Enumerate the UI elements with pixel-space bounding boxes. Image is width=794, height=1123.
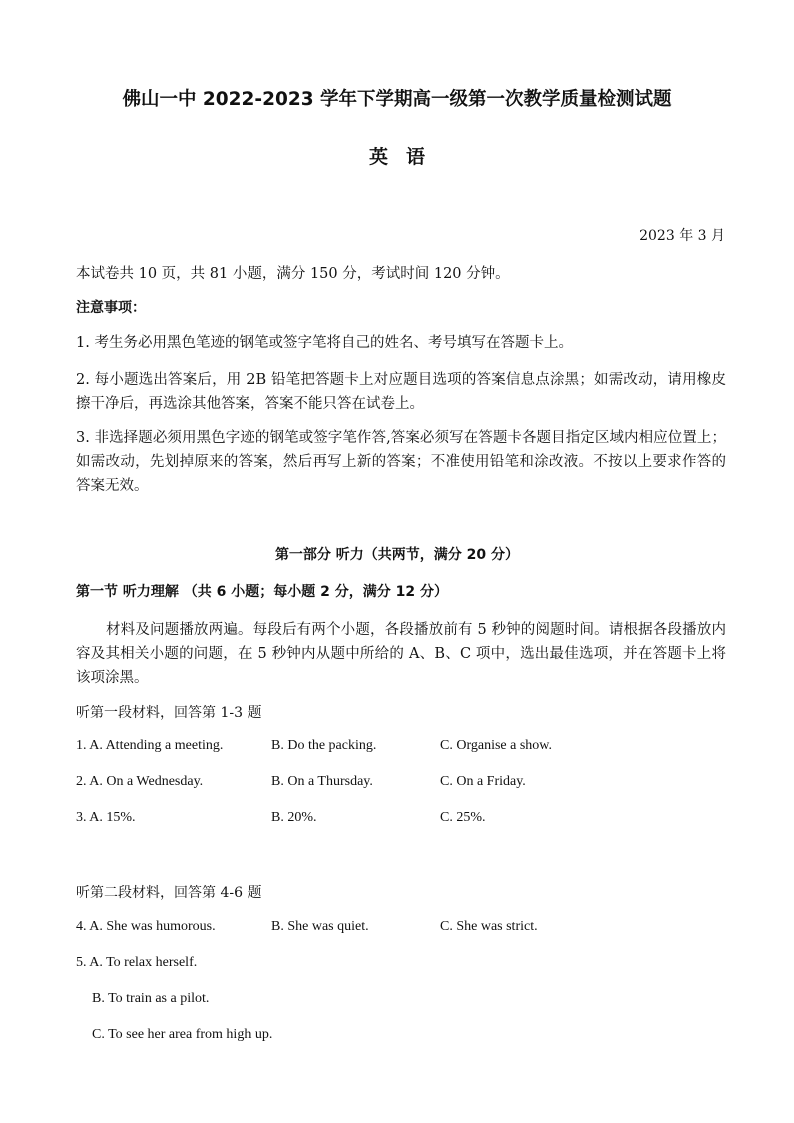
q3-option-b: B. 20%. (271, 810, 317, 825)
section-heading: 第一节 听力理解 （共 6 小题；每小题 2 分，满分 12 分） (76, 584, 448, 600)
subject-title: 英语 (368, 146, 443, 168)
q1-option-c: C. Organise a show. (440, 738, 552, 753)
q5-option-a: 5. A. To relax herself. (76, 955, 198, 970)
listening-instructions: 材料及问题播放两遍。每段后有两个小题，各段播放前有 5 秒钟的阅题时间。请根据各段播放内容及其相关小题的问题，在 5 秒钟内从题中所给的 A、B、C 项中，选出最佳选项，并在答题卡上将该项涂黑。 (76, 622, 726, 686)
q5-option-b: B. To train as a pilot. (92, 991, 210, 1006)
material-2-heading: 听第二段材料，回答第 4-6 题 (76, 885, 262, 901)
q2-option-a: 2. A. On a Wednesday. (76, 774, 204, 789)
note-item-3: 3. 非选择题必须用黑色字迹的钢笔或签字笔作答,答案必须写在答题卡各题目指定区域内相应位置上；如需改动，先划掉原来的答案，然后再写上新的答案；不准使用铅笔和涂改液。不按以上要求作答的答案无效。 (76, 430, 726, 494)
part-heading: 第一部分 听力（共两节，满分 20 分） (274, 547, 520, 563)
q3-option-c: C. 25%. (440, 810, 486, 825)
q2-option-c: C. On a Friday. (440, 774, 526, 789)
q1-option-a: 1. A. Attending a meeting. (76, 738, 224, 753)
exam-date: 2023 年 3 月 (639, 228, 725, 244)
notes-heading: 注意事项： (76, 300, 146, 316)
exam-intro: 本试卷共 10 页，共 81 小题，满分 150 分，考试时间 120 分钟。 (76, 266, 510, 282)
material-1-heading: 听第一段材料，回答第 1-3 题 (76, 705, 262, 721)
q5-option-c: C. To see her area from high up. (92, 1027, 273, 1042)
q4-option-b: B. She was quiet. (271, 919, 369, 934)
q4-option-a: 4. A. She was humorous. (76, 919, 216, 934)
note-item-2: 2. 每小题选出答案后，用 2B 铅笔把答题卡上对应题目选项的答案信息点涂黑；如需改动，请用橡皮擦干净后，再选涂其他答案，答案不能只答在试卷上。 (76, 372, 726, 412)
q2-option-b: B. On a Thursday. (271, 774, 373, 789)
note-item-1: 1. 考生务必用黑色笔迹的钢笔或签字笔将自己的姓名、考号填写在答题卡上。 (76, 335, 573, 351)
q4-option-c: C. She was strict. (440, 919, 538, 934)
q1-option-b: B. Do the packing. (271, 738, 377, 753)
q3-option-a: 3. A. 15%. (76, 810, 136, 825)
exam-title: 佛山一中 2022-2023 学年下学期高一级第一次教学质量检测试题 (122, 89, 672, 110)
